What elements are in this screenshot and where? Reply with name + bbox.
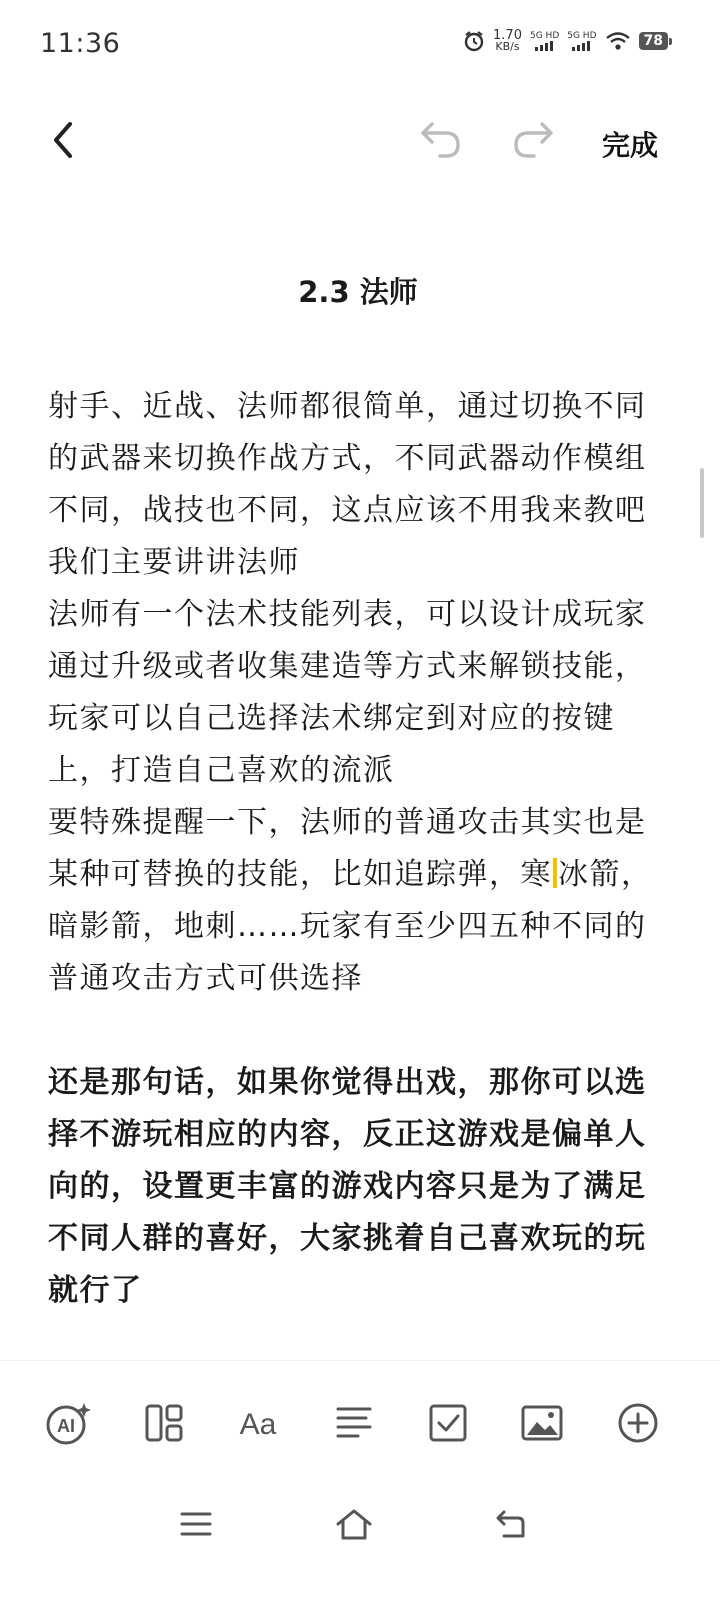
paragraph-align-icon[interactable] [330,1399,378,1447]
note-editor[interactable] [48,270,668,1317]
section-heading: 2.3 法师 [298,275,418,309]
layout-template-icon[interactable] [140,1399,188,1447]
signal-sim1: 5G HD [530,31,559,51]
paragraph [48,797,668,1005]
back-icon[interactable] [492,1506,528,1542]
signal-bars-icon [571,41,593,51]
alarm-icon [463,30,485,52]
wifi-icon [605,31,631,51]
menu-icon[interactable] [178,1506,214,1542]
redo-icon[interactable] [510,118,556,162]
signal-bars-icon [534,41,556,51]
blank-line [48,1005,668,1057]
clock: 11:36 [40,28,121,59]
paragraph: 射手、近战、法师都很简单，通过切换不同的武器来切换作战方式，不同武器动作模组不同，战技也不同，这点应该不用我来教吧 [48,389,647,528]
insert-image-icon[interactable] [518,1399,566,1447]
text-cursor [553,858,557,888]
text-format-icon[interactable] [234,1399,282,1447]
add-more-icon[interactable] [614,1399,662,1447]
network-speed: 1.70 KB/s [493,28,522,53]
system-nav-bar [0,1490,720,1560]
editor-toolbar [0,100,720,184]
svg-text:Aa: Aa [239,1408,277,1441]
paragraph-text-before-cursor: 要特殊提醒一下，法师的普通攻击其实也是某种可替换的技能，比如追踪弹，寒 [48,805,647,892]
bold-paragraph: 还是那句话，如果你觉得出戏，那你可以选择不游玩相应的内容，反正这游戏是偏单人向的，设置更丰富的游戏内容只是为了满足不同人群的喜好，大家挑着自己喜欢玩的玩就行了 [48,1065,647,1308]
status-bar [0,0,720,88]
done-button[interactable]: 完成 [601,129,658,162]
home-icon[interactable] [334,1506,374,1542]
format-toolbar [0,1360,720,1471]
signal-sim2: 5G HD [567,31,596,51]
ai-assistant-icon[interactable] [44,1399,92,1447]
undo-icon[interactable] [418,118,464,162]
paragraph-text-after-cursor: 冰箭，暗影箭，地刺……玩家有至少四五种不同的普通攻击方式可供选择 [48,857,653,996]
back-arrow-icon[interactable] [48,118,76,162]
svg-text:AI: AI [57,1416,75,1436]
checklist-icon[interactable] [424,1399,472,1447]
status-icons [463,30,668,52]
battery-indicator: 78 [639,32,668,50]
paragraph: 法师有一个法术技能列表，可以设计成玩家通过升级或者收集建造等方式来解锁技能，玩家可以自己选择法术绑定到对应的按键上，打造自己喜欢的流派 [48,597,647,788]
scrollbar[interactable] [700,468,704,538]
paragraph: 我们主要讲讲法师 [48,545,300,580]
